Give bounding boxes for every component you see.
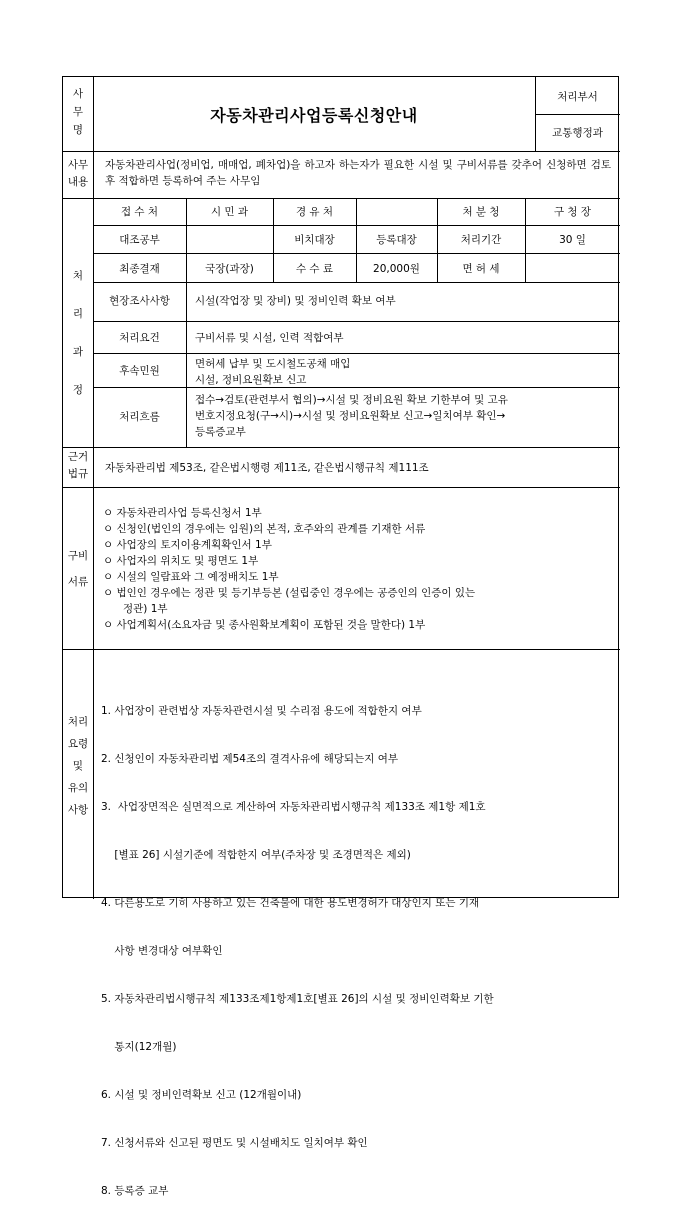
- documents-label: 구비 서류: [67, 550, 89, 588]
- requirement-label: 처리요건: [119, 332, 160, 344]
- page-title: 자동차관리사업등록신청안내: [210, 106, 418, 125]
- list-item: 1. 사업장이 관련법상 자동차관련시설 및 수리점 용도에 적합한지 여부: [101, 705, 422, 717]
- flow-label: 처리흐름: [119, 411, 160, 423]
- basis-label: 근거 법규: [67, 451, 89, 480]
- basis-text: 자동차관리법 제53조, 같은법시행령 제11조, 같은법시행규칙 제111조: [105, 462, 429, 474]
- grid-cell: 처 분 청: [462, 206, 500, 218]
- follow-label: 후속민원: [119, 365, 160, 377]
- notes-label: 처리 요령 및 유의 사항: [67, 716, 89, 816]
- grid-cell: 시 민 과: [210, 206, 249, 218]
- divider: [63, 447, 620, 448]
- list-item: ㅇ 사업자의 위치도 및 평면도 1부: [103, 555, 259, 567]
- grid-cell: 비치대장: [294, 234, 335, 246]
- divider: [186, 282, 187, 447]
- list-item: 6. 시설 및 정비인력확보 신고 (12개월이내): [101, 1089, 302, 1101]
- divider: [93, 649, 94, 899]
- header-left-label: 사 무 명: [72, 88, 84, 136]
- dept-value: 교통행정과: [552, 127, 603, 139]
- affairs-text: 자동차관리사업(정비업, 매매업, 폐차업)을 하고자 하는자가 필요한 시설 및 구비서류를 갖추어 신청하면 검토후 적합하면 등록하여 주는 사무임: [105, 159, 611, 187]
- divider: [93, 151, 94, 198]
- list-item: 7. 신청서류와 신고된 평면도 및 시설배치도 일치여부 확인: [101, 1137, 368, 1149]
- divider: [63, 649, 620, 650]
- list-item: ㅇ 사업장의 토지이용계획확인서 1부: [103, 539, 272, 551]
- flow-text: 접수→검토(관련부서 협의)→시설 및 정비요원 확보 기한부여 및 고유 번호지정요청(구→시)→시설 및 정비요원확보 신고→일치여부 확인→ 등록증교부: [195, 394, 508, 438]
- process-side-label: 처 리 과 정: [72, 270, 84, 396]
- grid-cell: 20,000원: [373, 263, 420, 275]
- grid-cell: 수 수 료: [295, 263, 334, 275]
- divider: [93, 353, 620, 354]
- requirement-text: 구비서류 및 시설, 인력 적합여부: [195, 332, 344, 344]
- list-item: ㅇ 법인인 경우에는 정관 및 등기부등본 (설립중인 경우에는 공증인의 인증이 있는: [103, 587, 476, 599]
- divider: [93, 447, 94, 487]
- list-item: 통지(12개월): [101, 1041, 177, 1053]
- list-item: ㅇ 사업계획서(소요자금 및 종사원확보계획이 포함된 것을 말한다) 1부: [103, 619, 426, 631]
- grid-cell: 면 허 세: [462, 263, 500, 275]
- divider: [63, 487, 620, 488]
- dept-label: 처리부서: [557, 91, 598, 103]
- form-frame: [62, 76, 619, 1197]
- list-item: 4. 다른용도로 기히 사용하고 있는 건축물에 대한 용도변경허가 대상인지 또는 기재: [101, 897, 480, 909]
- grid-cell: 구 청 장: [553, 206, 592, 218]
- grid-cell: 처리기간: [460, 234, 502, 246]
- documents-list: [103, 505, 613, 633]
- grid-cell: 30 일: [559, 234, 586, 246]
- list-item: ㅇ 시설의 일람표와 그 예정배치도 1부: [103, 571, 279, 583]
- onsite-label: 현장조사사항: [109, 295, 170, 307]
- onsite-text: 시설(작업장 및 장비) 및 정비인력 확보 여부: [195, 295, 396, 307]
- list-item: ㅇ 자동차관리사업 등록신청서 1부: [103, 507, 262, 519]
- divider: [63, 151, 620, 152]
- notes-list: [101, 671, 617, 1231]
- list-item: 2. 신청인이 자동차관리법 제54조의 결격사유에 해당되는지 여부: [101, 753, 398, 765]
- affairs-label: 사무 내용: [67, 159, 89, 188]
- list-item: 정관) 1부: [103, 603, 168, 615]
- list-item: [별표 26] 시설기준에 적합한지 여부(주차장 및 조경면적은 제외): [101, 849, 411, 861]
- divider: [93, 282, 620, 283]
- follow-text: 면허세 납부 및 도시철도공채 매입 시설, 정비요원확보 신고: [195, 358, 351, 386]
- list-item: ㅇ 신청인(법인의 경우에는 임원)의 본적, 호주와의 관계를 기재한 서류: [103, 523, 426, 535]
- grid-cell: 대조공부: [119, 234, 160, 246]
- divider: [535, 114, 620, 115]
- grid-cell: 최종결재: [119, 263, 160, 275]
- divider: [93, 321, 620, 322]
- grid-cell: 등록대장: [376, 234, 417, 246]
- list-item: 5. 자동차관리법시행규칙 제133조제1항제1호[별표 26]의 시설 및 정비인력확보 기한: [101, 993, 494, 1005]
- list-item: 8. 등록증 교부: [101, 1185, 169, 1197]
- list-item: 사항 변경대상 여부확인: [101, 945, 223, 957]
- divider: [63, 198, 620, 199]
- grid-cell: 경 유 처: [295, 206, 334, 218]
- list-item: 3. 사업장면적은 실면적으로 계산하여 자동차관리법시행규칙 제133조 제1항 제1호: [101, 801, 486, 813]
- grid-cell: 접 수 처: [120, 206, 159, 218]
- divider: [93, 487, 94, 649]
- grid-cell: 국장(과장): [205, 263, 254, 275]
